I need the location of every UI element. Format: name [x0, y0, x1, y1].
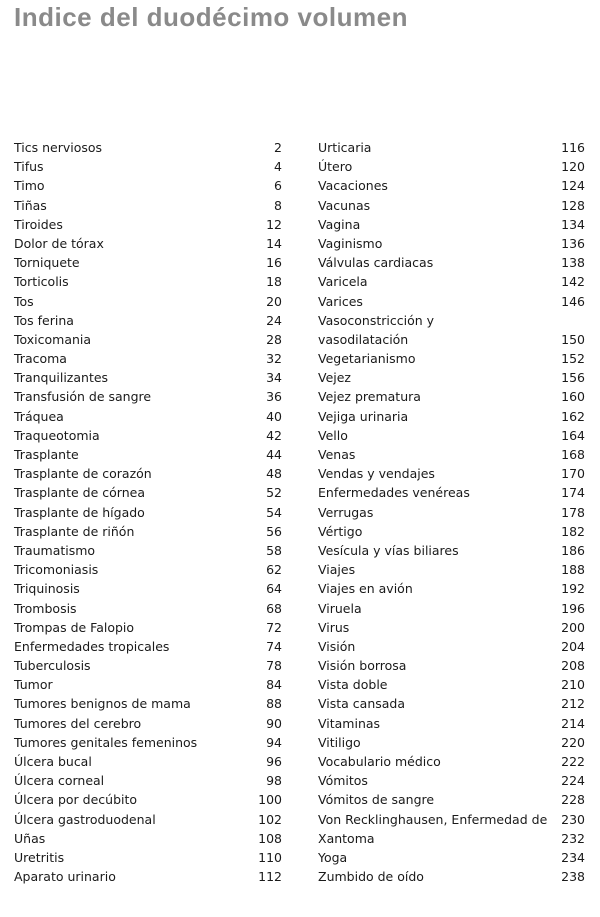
index-page-number: 232	[561, 830, 585, 846]
index-entry	[318, 196, 585, 215]
index-entry	[14, 215, 282, 234]
index-entry	[14, 771, 282, 790]
index-page-number: 62	[266, 562, 282, 578]
index-entry	[14, 445, 282, 464]
index-page-number: 72	[266, 619, 282, 635]
index-term: Vacunas	[318, 197, 371, 213]
index-term: Tricomoniasis	[14, 562, 99, 578]
index-entry	[318, 215, 585, 234]
index-entry	[318, 407, 585, 426]
index-term: Toxicomania	[14, 331, 92, 347]
index-page-number: 98	[266, 773, 282, 789]
index-term: Vómitos	[318, 773, 368, 789]
index-page-number: 18	[266, 274, 282, 290]
index-term: Varicela	[318, 274, 368, 290]
index-entry	[14, 368, 282, 387]
index-entry	[318, 599, 585, 618]
index-page-number: 162	[561, 408, 585, 424]
index-entry	[318, 867, 585, 886]
index-page-number: 52	[266, 485, 282, 501]
index-page-number: 168	[561, 447, 585, 462]
index-entry	[318, 368, 585, 387]
index-entry	[14, 234, 282, 253]
index-page-number: 230	[561, 811, 585, 827]
index-page-number: 138	[561, 255, 585, 271]
index-term: Vaginismo	[318, 235, 383, 251]
index-page-number: 208	[561, 658, 585, 674]
index-page-number: 64	[266, 581, 282, 597]
index-page-number: 182	[561, 523, 585, 539]
index-page-number: 42	[266, 427, 282, 443]
index-entry	[14, 694, 282, 713]
index-page-number: 150	[561, 331, 585, 347]
index-page-number: 36	[266, 389, 282, 405]
index-term: Dolor de tórax	[14, 235, 104, 251]
index-term: Tumor	[14, 677, 53, 693]
index-term: Tiroides	[14, 216, 63, 232]
index-term: Trasplante de riñón	[14, 523, 135, 539]
index-term: Vocabulario médico	[318, 754, 441, 769]
page-title: Indice del duodécimo volumen	[14, 2, 408, 32]
index-term: Tumores benignos de mama	[14, 696, 191, 712]
index-entry	[14, 579, 282, 598]
index-entry	[318, 330, 585, 349]
index-term: Triquinosis	[14, 581, 80, 597]
index-page-number: 24	[266, 312, 282, 328]
index-term: Timo	[14, 178, 45, 194]
index-term: Vómitos de sangre	[318, 792, 435, 808]
index-term: Tiñas	[14, 197, 47, 213]
index-page-number: 222	[561, 754, 585, 769]
index-page-number: 196	[561, 600, 585, 616]
index-term: Vista doble	[318, 677, 388, 693]
index-entry	[318, 522, 585, 541]
index-page-number: 88	[266, 696, 282, 712]
index-page-number: 178	[561, 504, 585, 520]
index-entry	[318, 292, 585, 311]
index-term: Trasplante de córnea	[14, 485, 145, 501]
index-entry	[14, 426, 282, 445]
index-term: Vejez prematura	[318, 389, 421, 405]
index-entry	[318, 618, 585, 637]
index-term: Tuberculosis	[14, 658, 91, 674]
index-term: Yoga	[318, 849, 348, 865]
index-entry	[318, 503, 585, 522]
index-page-number: 94	[266, 734, 282, 750]
index-page-number: 228	[561, 792, 585, 808]
index-term: Tráquea	[14, 408, 64, 424]
index-term: Vegetarianismo	[318, 351, 416, 367]
index-entry	[14, 848, 282, 867]
index-page-number: 56	[266, 523, 282, 539]
index-term: Tos ferina	[14, 312, 74, 328]
index-term: Tos	[14, 293, 34, 309]
index-page-number: 234	[561, 849, 585, 865]
index-term: Vagina	[318, 216, 361, 232]
index-entry	[318, 637, 585, 656]
index-term: Tumores genitales femeninos	[14, 734, 198, 750]
index-entry	[318, 138, 585, 157]
index-entry	[14, 714, 282, 733]
index-entry	[14, 656, 282, 675]
index-entry	[14, 752, 282, 771]
index-page-number: 170	[561, 466, 585, 482]
index-page-number: 74	[266, 638, 282, 654]
index-term: Vello	[318, 427, 348, 443]
index-entry	[318, 694, 585, 713]
index-page-number: 186	[561, 542, 585, 558]
index-page-number: 212	[561, 696, 585, 712]
index-entry	[318, 733, 585, 752]
index-term: Uretritis	[14, 849, 65, 865]
index-page-number: 188	[561, 562, 585, 578]
index-page-number: 40	[266, 408, 282, 424]
index-page-number: 220	[561, 734, 585, 750]
index-term: Úlcera gastroduodenal	[14, 811, 156, 827]
index-entry	[318, 848, 585, 867]
index-term: Traqueotomia	[14, 427, 100, 443]
index-page-number: 20	[266, 293, 282, 309]
index-term: Trasplante de corazón	[14, 466, 152, 482]
index-term: Visión borrosa	[318, 658, 407, 674]
index-entry	[318, 426, 585, 445]
index-entry	[14, 810, 282, 829]
index-page-number: 238	[561, 869, 585, 885]
index-entry	[318, 464, 585, 483]
index-page-number: 112	[258, 869, 282, 885]
index-term: Tifus	[14, 159, 44, 175]
index-term: Von Recklinghausen, Enfermedad de	[318, 811, 548, 827]
index-entry	[318, 810, 585, 829]
index-entry	[14, 503, 282, 522]
index-entry	[318, 234, 585, 253]
index-entry	[14, 599, 282, 618]
index-entry	[318, 387, 585, 406]
index-entry	[318, 272, 585, 291]
index-term: Xantoma	[318, 830, 375, 846]
index-term: Uñas	[14, 830, 46, 846]
index-entry	[14, 387, 282, 406]
index-entry	[14, 733, 282, 752]
index-entry	[318, 714, 585, 733]
index-term: Vértigo	[318, 523, 363, 539]
index-page-number: 16	[266, 255, 282, 271]
index-term: Torniquete	[14, 255, 80, 271]
index-entry	[14, 637, 282, 656]
index-page-number: 200	[561, 619, 585, 635]
index-page-number: 34	[266, 370, 282, 386]
index-page-number: 152	[561, 351, 585, 367]
index-page-number: 102	[258, 811, 282, 827]
index-entry	[14, 138, 282, 157]
index-page-number: 120	[561, 159, 585, 175]
index-page-number: 134	[561, 216, 585, 232]
index-term: Tranquilizantes	[14, 370, 109, 386]
index-page-number: 156	[561, 370, 585, 386]
index-term: Úlcera por decúbito	[14, 792, 138, 808]
index-entry	[318, 829, 585, 848]
index-term: Zumbido de oído	[318, 869, 424, 885]
index-column-right	[318, 138, 585, 886]
index-page-number: 110	[258, 849, 282, 865]
index-entry	[14, 407, 282, 426]
index-term: Útero	[318, 159, 353, 175]
index-entry	[14, 790, 282, 809]
index-page-number: 142	[561, 274, 585, 290]
index-term: Torticolis	[14, 274, 69, 290]
index-term: Transfusión de sangre	[14, 389, 152, 405]
index-term: Virus	[318, 619, 350, 635]
index-term: Enfermedades tropicales	[14, 638, 170, 654]
index-term: Vesícula y vías biliares	[318, 542, 459, 558]
index-entry	[14, 176, 282, 195]
index-entry	[14, 867, 282, 886]
index-entry	[318, 445, 585, 464]
index-term: Tumores del cerebro	[14, 715, 142, 731]
index-entry	[14, 292, 282, 311]
index-term: Vejiga urinaria	[318, 408, 409, 424]
index-page-number: 44	[266, 447, 282, 462]
index-entry	[318, 771, 585, 790]
index-page-number: 8	[274, 197, 282, 213]
index-entry	[14, 541, 282, 560]
index-term: vasodilatación	[318, 331, 409, 347]
index-term: Trasplante	[14, 447, 79, 462]
index-term: Viajes	[318, 562, 356, 578]
index-term: Trombosis	[14, 600, 77, 616]
index-page-number: 84	[266, 677, 282, 693]
index-entry	[318, 483, 585, 502]
index-column-left	[14, 138, 282, 886]
index-term: Verrugas	[318, 504, 374, 520]
index-page-number: 100	[258, 792, 282, 808]
index-page-number: 6	[274, 178, 282, 194]
index-term: Visión	[318, 638, 356, 654]
index-term: Vendas y vendajes	[318, 466, 435, 482]
index-entry	[14, 196, 282, 215]
index-term: Tics nerviosos	[14, 140, 103, 155]
index-page-number: 204	[561, 638, 585, 654]
index-entry	[14, 349, 282, 368]
index-page-number: 124	[561, 178, 585, 194]
index-page-number: 90	[266, 715, 282, 731]
index-entry	[14, 522, 282, 541]
index-entry	[318, 311, 585, 330]
index-term: Vista cansada	[318, 696, 406, 712]
index-page-number: 58	[266, 542, 282, 558]
index-term: Trompas de Falopio	[14, 619, 135, 635]
index-entry	[318, 656, 585, 675]
index-entry	[318, 752, 585, 771]
index-term: Válvulas cardiacas	[318, 255, 434, 271]
index-term: Trasplante de hígado	[14, 504, 145, 520]
index-entry	[318, 253, 585, 272]
index-entry	[318, 579, 585, 598]
index-entry	[14, 464, 282, 483]
index-page-number: 108	[258, 830, 282, 846]
index-page-number: 164	[561, 427, 585, 443]
index-entry	[318, 157, 585, 176]
index-term: Vacaciones	[318, 178, 388, 194]
index-page-number: 224	[561, 773, 585, 789]
index-entry	[318, 790, 585, 809]
index-page-number: 160	[561, 389, 585, 405]
index-entry	[14, 330, 282, 349]
index-term: Úlcera bucal	[14, 754, 92, 769]
index-page-number: 210	[561, 677, 585, 693]
index-page-number: 2	[274, 140, 282, 155]
index-page-number: 68	[266, 600, 282, 616]
index-entry	[318, 541, 585, 560]
index-page-number: 116	[561, 140, 585, 155]
index-page-number: 128	[561, 197, 585, 213]
index-term: Enfermedades venéreas	[318, 485, 470, 501]
index-entry	[14, 829, 282, 848]
index-page-number: 4	[274, 159, 282, 175]
index-page-number: 14	[266, 235, 282, 251]
index-entry	[14, 483, 282, 502]
index-page-number: 214	[561, 715, 585, 731]
index-term: Aparato urinario	[14, 869, 116, 885]
index-page-number: 174	[561, 485, 585, 501]
index-page-number: 12	[266, 216, 282, 232]
index-term: Vitaminas	[318, 715, 381, 731]
index-page-number: 54	[266, 504, 282, 520]
index-term: Viajes en avión	[318, 581, 413, 597]
index-entry	[318, 349, 585, 368]
index-page-number: 32	[266, 351, 282, 367]
index-entry	[318, 560, 585, 579]
index-entry	[14, 675, 282, 694]
index-term: Vejez	[318, 370, 351, 386]
index-page-number: 78	[266, 658, 282, 674]
index-term: Viruela	[318, 600, 362, 616]
index-entry	[14, 157, 282, 176]
index-page-number: 96	[266, 754, 282, 769]
index-term: Úlcera corneal	[14, 773, 105, 789]
index-entry	[14, 560, 282, 579]
index-term: Vitiligo	[318, 734, 361, 750]
index-term: Traumatismo	[14, 542, 96, 558]
index-page-number: 146	[561, 293, 585, 309]
index-entry	[318, 176, 585, 195]
index-entry	[14, 272, 282, 291]
index-entry	[14, 311, 282, 330]
index-term: Venas	[318, 447, 356, 462]
index-page-number: 136	[561, 235, 585, 251]
index-entry	[14, 618, 282, 637]
index-page-number: 192	[561, 581, 585, 597]
index-entry	[318, 675, 585, 694]
index-page-number: 48	[266, 466, 282, 482]
index-entry	[14, 253, 282, 272]
index-term: Varices	[318, 293, 363, 309]
index-term: Vasoconstricción y	[318, 312, 435, 328]
index-page-number: 28	[266, 331, 282, 347]
index-term: Urticaria	[318, 140, 372, 155]
index-term: Tracoma	[14, 351, 67, 367]
